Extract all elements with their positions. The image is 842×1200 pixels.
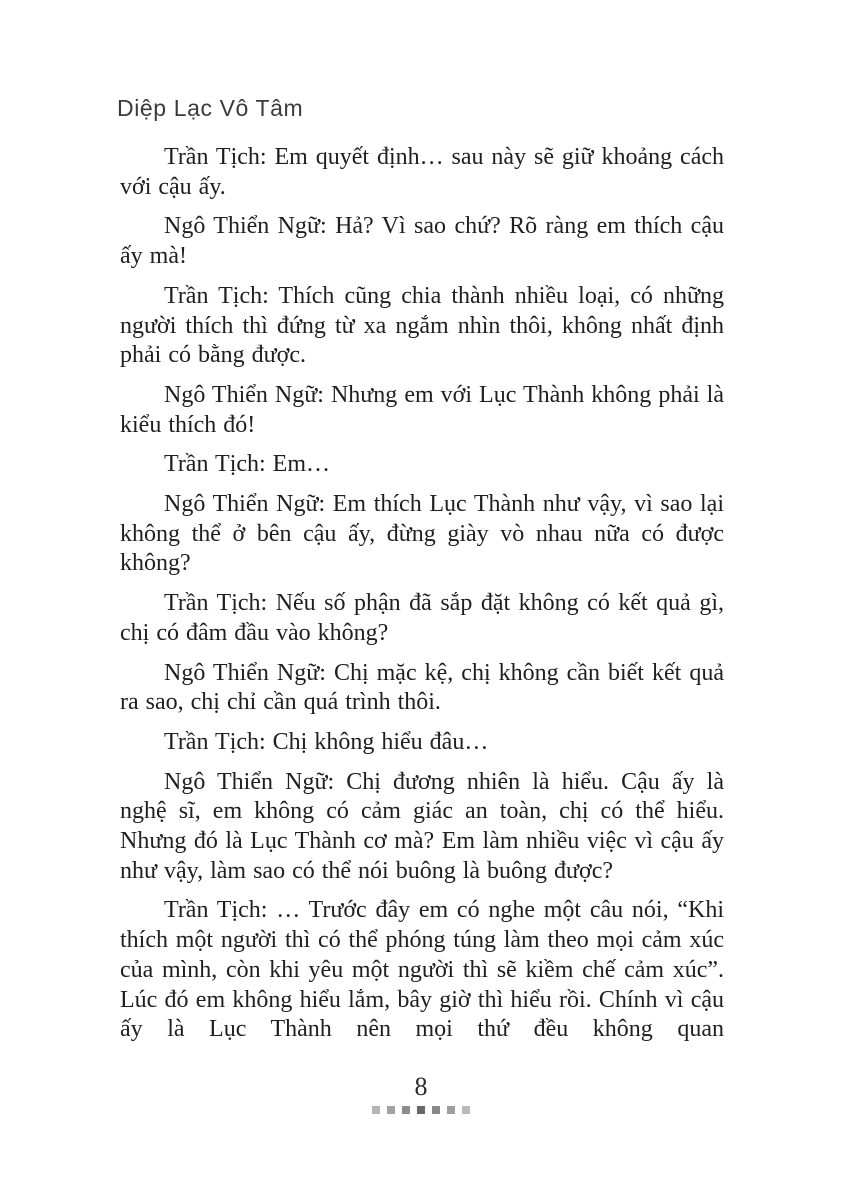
ornament-square <box>462 1106 470 1114</box>
ornament-square <box>372 1106 380 1114</box>
paragraph: Trần Tịch: Thích cũng chia thành nhiều loại, có những người thích thì đứng từ xa ngắm nhìn thôi, không nhất định phải có bằng được. <box>120 282 724 369</box>
page-footer <box>0 1072 842 1114</box>
paragraph: Ngô Thiển Ngữ: Chị mặc kệ, chị không cần biết kết quả ra sao, chị chỉ cần quá trình thôi. <box>120 659 724 716</box>
paragraph: Trần Tịch: Em… <box>164 451 331 478</box>
paragraph: Trần Tịch: Em quyết định… sau này sẽ giữ khoảng cách với cậu ấy. <box>120 144 724 200</box>
paragraph: Ngô Thiển Ngữ: Em thích Lục Thành như vậy, vì sao lại không thể ở bên cậu ấy, đừng giày vò nhau nữa có được không? <box>120 491 724 577</box>
body-text <box>120 143 724 1045</box>
running-header-author: Diệp Lạc Vô Tâm <box>117 95 304 121</box>
paragraph: Ngô Thiển Ngữ: Hả? Vì sao chứ? Rõ ràng em thích cậu ấy mà! <box>120 213 724 270</box>
paragraph: Ngô Thiển Ngữ: Nhưng em với Lục Thành không phải là kiểu thích đó! <box>120 381 724 438</box>
paragraph: Trần Tịch: … Trước đây em có nghe một câu nói, “Khi thích một người thì có thể phóng túng làm theo mọi cảm xúc của mình, còn khi yêu một người thì sẽ kiềm chế cảm xúc”. Lúc đó em không hiểu lắm, bây giờ thì hiểu rồi. Chính vì cậu ấy là Lục Thành nên mọi thứ đều không quan <box>120 897 724 1043</box>
ornament-square <box>447 1106 455 1114</box>
ornament-square <box>387 1106 395 1114</box>
paragraph: Trần Tịch: Nếu số phận đã sắp đặt không có kết quả gì, chị có đâm đầu vào không? <box>120 590 724 646</box>
ornament-square <box>432 1106 440 1114</box>
ornament-square <box>417 1106 425 1114</box>
page-number: 8 <box>414 1072 428 1101</box>
paragraph: Trần Tịch: Chị không hiểu đâu… <box>164 728 489 755</box>
paragraph: Ngô Thiển Ngữ: Chị đương nhiên là hiểu. Cậu ấy là nghệ sĩ, em không có cảm giác an toàn, chị có thể hiểu. Nhưng đó là Lục Thành cơ mà? Em làm nhiều việc vì cậu ấy như vậy, làm sao có thể nói buông là buông được? <box>120 768 724 884</box>
ornament-square <box>402 1106 410 1114</box>
footer-ornament <box>0 1106 842 1114</box>
